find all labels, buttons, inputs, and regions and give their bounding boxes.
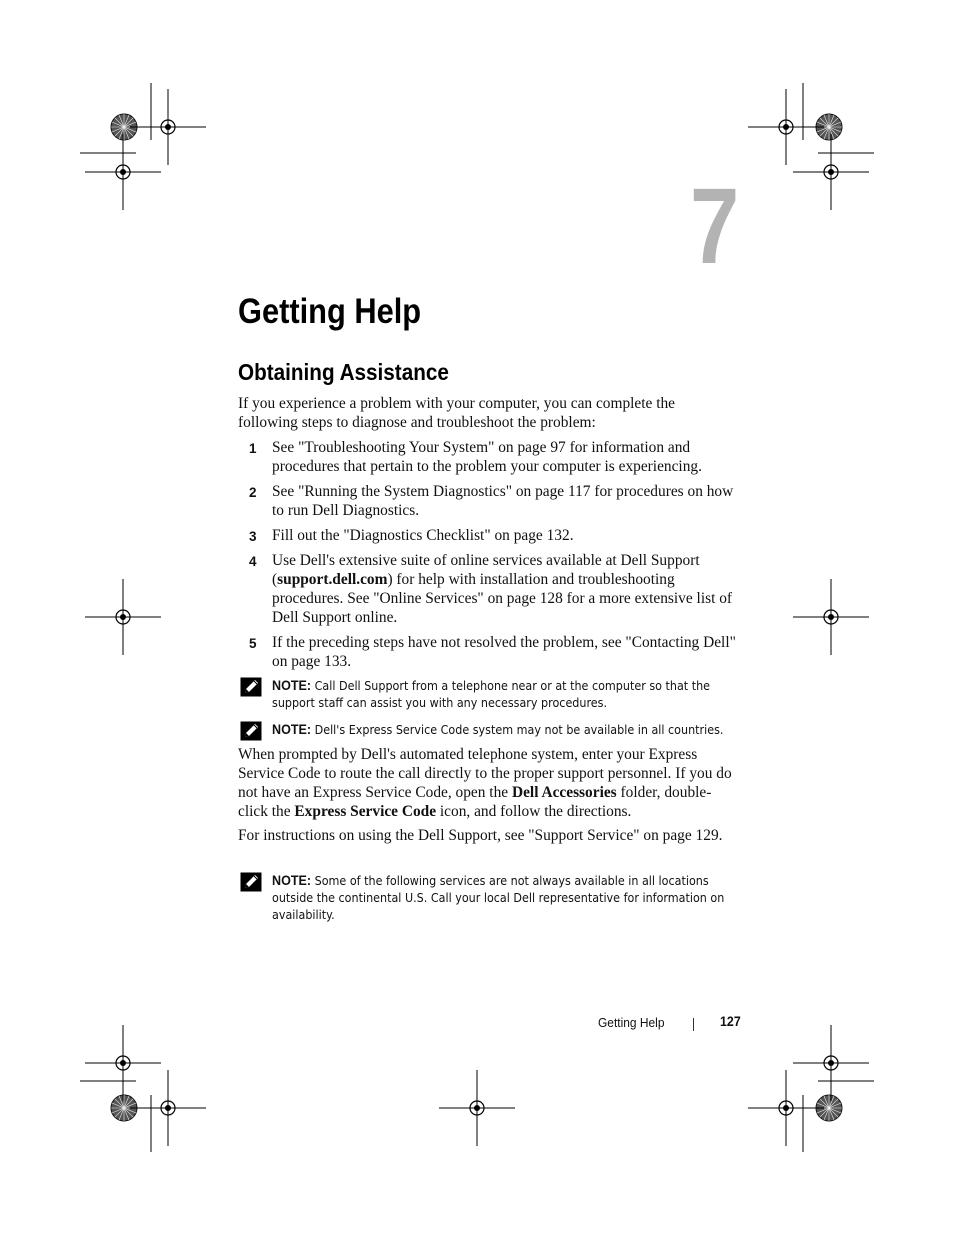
- dell-accessories-label: Dell Accessories: [511, 784, 617, 801]
- step-number: 1: [249, 441, 257, 456]
- note-text: Some of the following services are not always available in all locations outside the continental U.S. Call your local Dell representative for information on availability.: [272, 874, 725, 922]
- note-block: [238, 721, 738, 739]
- list-item: [238, 551, 738, 627]
- note-label: NOTE:: [272, 722, 312, 737]
- step-text: See "Troubleshooting Your System" on page 97 for information and procedures that pertain to the problem your computer is experiencing.: [272, 439, 702, 475]
- pencil-note-icon: [240, 721, 262, 741]
- steps-list: [238, 438, 738, 671]
- intro-paragraph: If you experience a problem with your computer, you can complete the following steps to diagnose and troubleshoot the problem:: [238, 395, 676, 431]
- express-text-2: folder, double-click the: [238, 784, 712, 820]
- note-label: NOTE:: [272, 873, 312, 888]
- step-text: Fill out the "Diagnostics Checklist" on page 132.: [272, 527, 574, 544]
- express-text-1: When prompted by Dell's automated telephone system, enter your Express Service Code to route the call directly to the proper support personnel. If you do not have an Express Service Code, open the: [238, 746, 732, 801]
- pencil-note-icon: [240, 677, 262, 697]
- step-number: 5: [249, 636, 257, 651]
- pencil-note-icon: [240, 872, 262, 892]
- chapter-number: 7: [690, 165, 740, 286]
- express-text-3: icon, and follow the directions.: [436, 803, 632, 820]
- step-text: If the preceding steps have not resolved the problem, see "Contacting Dell" on page 133.: [272, 634, 736, 670]
- section-title: Obtaining Assistance: [238, 359, 449, 385]
- footer-chapter-title: Getting Help: [598, 1015, 665, 1030]
- step-text: See "Running the System Diagnostics" on page 117 for procedures on how to run Dell Diagnostics.: [272, 483, 734, 519]
- list-item: [238, 633, 738, 671]
- support-service-paragraph: For instructions on using the Dell Support, see "Support Service" on page 129.: [238, 827, 723, 844]
- note-text: Call Dell Support from a telephone near or at the computer so that the support staff can assist you with any necessary procedures.: [272, 679, 711, 710]
- note-text: Dell's Express Service Code system may not be available in all countries.: [314, 723, 724, 737]
- step-number: 4: [249, 554, 257, 569]
- step-text-before: Use Dell's extensive suite of online services available at Dell Support (: [272, 552, 700, 588]
- express-service-paragraph: [238, 745, 738, 821]
- express-service-code-label: Express Service Code: [294, 803, 437, 820]
- step-number: 3: [249, 529, 257, 544]
- note-block: [238, 677, 738, 712]
- note-block: [238, 872, 738, 924]
- list-item: [238, 438, 738, 476]
- support-link[interactable]: support.dell.com: [277, 571, 388, 588]
- footer-separator: [693, 1018, 694, 1031]
- list-item: [238, 526, 738, 545]
- step-text-after: ) for help with installation and troubleshooting procedures. See "Online Services" on page 128 for a more extensive list of Dell Support online.: [272, 571, 733, 626]
- note-label: NOTE:: [272, 678, 312, 693]
- page-number: 127: [720, 1014, 741, 1029]
- step-number: 2: [249, 485, 257, 500]
- list-item: [238, 482, 738, 520]
- chapter-title: Getting Help: [238, 292, 422, 331]
